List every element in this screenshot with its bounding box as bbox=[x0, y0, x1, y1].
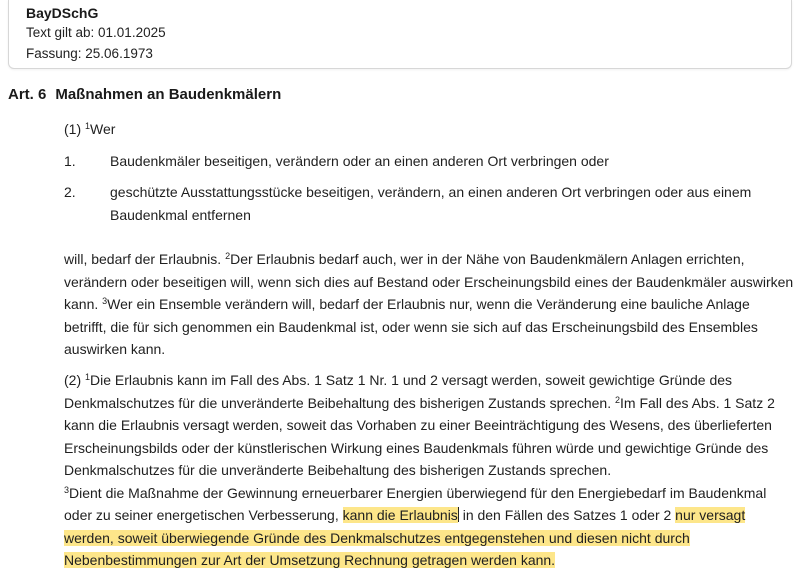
paragraph-1-intro bbox=[64, 118, 115, 141]
sentence-number: 2 bbox=[615, 394, 621, 405]
sentence-text: Dient die Maßnahme der Gewinnung erneuerbarer Energien überwiegend für den Energiebedarf im Baudenkmal oder zu seiner energetischen Verbesserung, bbox=[64, 484, 767, 523]
list-item-text: geschützte Ausstattungsstücke beseitigen, verändern, an einen anderen Ort verbringen oder aus einem Baudenkmal entfernen bbox=[110, 184, 752, 223]
highlighted-text[interactable]: kann die Erlaubnis bbox=[342, 507, 458, 523]
sentence-text: in den Fällen des Satzes 1 oder 2 bbox=[458, 507, 676, 523]
sentence-text: Wer ein Ensemble verändern will, bedarf der Erlaubnis nur, wenn die Veränderung eine bauliche Anlage betrifft, die für sich genommen ein Baudenkmal ist, oder wenn sie sich auf das Erscheinungsbild des Ensembles auswirken kann. bbox=[64, 296, 758, 357]
sentence-number: 1 bbox=[85, 372, 91, 382]
paragraph-1-label: (1) bbox=[64, 121, 85, 137]
sentence-number: 3 bbox=[64, 484, 70, 495]
sentence-text: will, bedarf der Erlaubnis. bbox=[64, 251, 226, 267]
law-abbreviation: BayDSchG bbox=[26, 5, 99, 21]
sentence-number: 1 bbox=[85, 121, 91, 131]
valid-from-date: Text gilt ab: 01.01.2025 bbox=[26, 25, 166, 40]
sentence-text: Im Fall des Abs. 1 Satz 2 kann die Erlaubnis versagt werden, soweit das Vorhaben zu einer Beeinträchtigung des Wesens, des überlieferten Erscheinungsbilds oder der künstlerischen Wirkung eines Baudenkmals führen würde und gewichtige Gründe des Denkmalschutzes für die unveränderte Beibehaltung des bisherigen Zustands sprechen. bbox=[64, 394, 775, 478]
article-heading bbox=[8, 86, 281, 103]
list-item-number: 1. bbox=[64, 153, 76, 169]
sentence-number: 2 bbox=[225, 251, 231, 261]
law-header-card bbox=[8, 0, 792, 69]
paragraph-1-continuation bbox=[64, 248, 796, 361]
sentence-number: 3 bbox=[102, 296, 108, 306]
list-item-text: Baudenkmäler beseitigen, verändern oder an einen anderen Ort verbringen oder bbox=[110, 153, 609, 169]
list-item-number: 2. bbox=[64, 184, 76, 200]
paragraph-1-intro-text: Wer bbox=[90, 121, 116, 137]
paragraph-2 bbox=[64, 369, 796, 570]
sentence-text: Der Erlaubnis bedarf auch, wer in der Nähe von Baudenkmälern Anlagen errichten, verändern oder beseitigen will, wenn sich dies auf Bestand oder Erscheinungsbild eines der Baudenkmäler auswirken kann. bbox=[64, 251, 794, 312]
article-title: Maßnahmen an Baudenkmälern bbox=[55, 86, 282, 103]
sentence-text: Die Erlaubnis kann im Fall des Abs. 1 Satz 1 Nr. 1 und 2 versagt werden, soweit gewichtige Gründe des Denkmalschutzes für die unveränderte Beibehaltung des bisherigen Zustands sprechen. bbox=[64, 372, 733, 411]
highlighted-text[interactable]: nur versagt werden, soweit überwiegende Gründe des Denkmalschutzes entgegenstehen und diesen nicht durch Nebenbestimmungen zur Art der Umsetzung Rechnung getragen werden kann. bbox=[64, 507, 746, 568]
article-number: Art. 6 bbox=[8, 86, 47, 103]
version-date: Fassung: 25.06.1973 bbox=[26, 46, 153, 61]
paragraph-2-label: (2) bbox=[64, 372, 85, 388]
